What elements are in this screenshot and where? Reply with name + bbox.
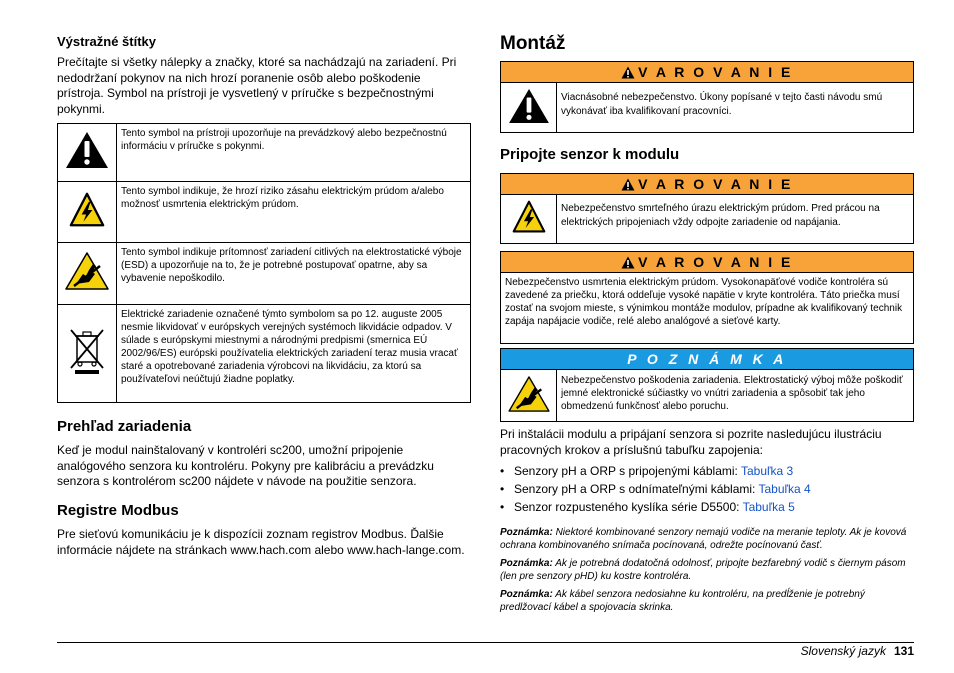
note-3: Poznámka: Ak kábel senzora nedosiahne ku kontroléru, na predĺženie je potrebný predlžovací kábel a spojovacia skrinka. [500,589,865,613]
footer [801,644,914,658]
warning-triangle-icon [621,178,635,191]
symbol-row [58,243,471,305]
warning-label: V A R O V A N I E [638,176,793,192]
list-item: • Senzor rozpusteného kyslíka série D5500: Tabuľka 5 [500,500,811,518]
warning-triangle-icon [65,156,109,173]
warning-box-3 [500,251,914,344]
symbol-row [58,305,471,403]
list-item: • Senzory pH a ORP s odnímateľnými káblami: Tabuľka 4 [500,482,811,500]
symbol-row [58,182,471,243]
footer-language: Slovenský jazyk [800,644,886,658]
footer-rule [57,642,914,643]
overview-heading: Prehľad zariadenia [57,418,192,435]
warning-bar [501,252,913,273]
table-reference-list [500,464,811,518]
warning-box-1 [500,61,914,133]
warning-text: Nebezpečenstvo smrteľného úrazu elektrickým prúdom. Pred prácou na elektrických pripojeniach vždy odpojte zariadenie od napájania. [561,203,880,228]
esd-icon [65,277,109,294]
page-number: 131 [893,644,914,658]
electric-shock-icon [512,200,546,239]
labels-intro: Prečítajte si všetky nálepky a značky, ktoré sa nachádzajú na zariadení. Pri nedodržaní pokynov na nich hrozí poranenie osôb alebo poškodenie prístroja. Symbol na prístroji je vysvetlený v príručke s bezpečnostnými pokynmi. [57,55,457,116]
warning-triangle-icon [508,88,550,129]
modbus-heading: Registre Modbus [57,502,179,519]
install-text: Pri inštalácii modulu a pripájaní senzora si pozrite nasledujúcu ilustráciu pracovných krokov a príslušnú tabuľku zapojenia: [500,427,882,457]
symbol-description: Tento symbol indikuje, že hrozí riziko zásahu elektrickým prúdom a/alebo možnosť usmrtenia elektrickým prúdom. [117,182,471,243]
warning-text: Viacnásobné nebezpečenstvo. Úkony popísané v tejto časti návodu smú vykonávať iba kvalifikovaní pracovníci. [561,92,883,117]
electric-shock-icon [69,215,105,232]
warning-triangle-icon [621,66,635,79]
warning-box-2 [500,173,914,244]
warning-bar [501,174,913,195]
modbus-text: Pre sieťovú komunikáciu je k dispozícii zoznam registrov Modbus. Ďalšie informácie nájdete na stránkach www.hach.com alebo www.hach-lange.com. [57,527,465,557]
symbol-row [58,124,471,182]
symbol-table [57,123,471,403]
note-bar [501,349,913,370]
montaz-heading: Montáž [500,33,566,54]
note-2: Poznámka: Ak je potrebná dodatočná odolnosť, pripojte bezfarebný vodič s čiernym pásom (len pre senzory pHD) ku kostre kontroléra. [500,558,906,582]
table-3-link[interactable]: Tabuľka 3 [741,464,794,478]
note-box [500,348,914,422]
labels-heading: Výstražné štítky [57,34,156,49]
warning-bar [501,62,913,83]
note-1: Poznámka: Niektoré kombinované senzory nemajú vodiče na meranie teploty. Ak je kovová ochrana kombinovaného snímača pocínovaná, odrežte pocínovanú časť. [500,527,907,551]
esd-icon [508,376,550,417]
connect-heading: Pripojte senzor k modulu [500,146,680,163]
table-5-link[interactable]: Tabuľka 5 [742,500,795,514]
warning-label: V A R O V A N I E [638,254,793,270]
symbol-description: Tento symbol indikuje prítomnosť zariadení citlivých na elektrostatické výboje (ESD) a upozorňuje na to, že je potrebné postupovať opatrne, aby sa vybavenie nepoškodilo. [117,243,471,305]
overview-text: Keď je modul nainštalovaný v kontroléri sc200, umožní pripojenie analógového senzora ku kontroléru. Pokyny pre kalibráciu a prevádzku senzora s kontrolérom sc200 nájdete v návode na použitie senzora. [57,443,434,488]
symbol-description: Tento symbol na prístroji upozorňuje na prevádzkový alebo bezpečnostnú informáciu v príručke s pokynmi. [117,124,471,182]
note-text: Nebezpečenstvo poškodenia zariadenia. Elektrostatický výboj môže poškodiť jemné elektronické súčiastky vo vnútri zariadenia a spôsobiť tak jeho obmedzenú funkčnosť alebo poruchu. [561,375,903,412]
crossed-bin-icon [67,363,107,380]
table-4-link[interactable]: Tabuľka 4 [758,482,811,496]
warning-triangle-icon [621,256,635,269]
warning-text: Nebezpečenstvo usmrtenia elektrickým prúdom. Vysokonapäťové vodiče kontroléra sú zavedené za priečku, ktorá oddeľuje vysoké napätie v kryte kontroléra. Táto priečka musí zostať na svojom mieste, s výnimkou montáže modulov, prípadne ak kvalifikovaný technik zapája napájacie vodiče, relé alebo analógové a sieťové karty. [505,277,903,327]
symbol-description: Elektrické zariadenie označené týmto symbolom sa po 12. auguste 2005 nesmie likvidovať v európskych verejných systémoch likvidácie odpadov. V súlade s európskymi miestnymi a národnými predpismi (smernica EÚ 2002/96/ES) európski používatelia elektrických zariadení teraz musia vracať staré a opotrebované zariadenia výrobcovi na likvidáciu, za ktorú sa používateľovi neúčtujú žiadne poplatky. [117,305,471,403]
note-label: P O Z N Á M K A [627,351,787,367]
list-item: • Senzory pH a ORP s pripojenými káblami: Tabuľka 3 [500,464,811,482]
warning-label: V A R O V A N I E [638,64,793,80]
